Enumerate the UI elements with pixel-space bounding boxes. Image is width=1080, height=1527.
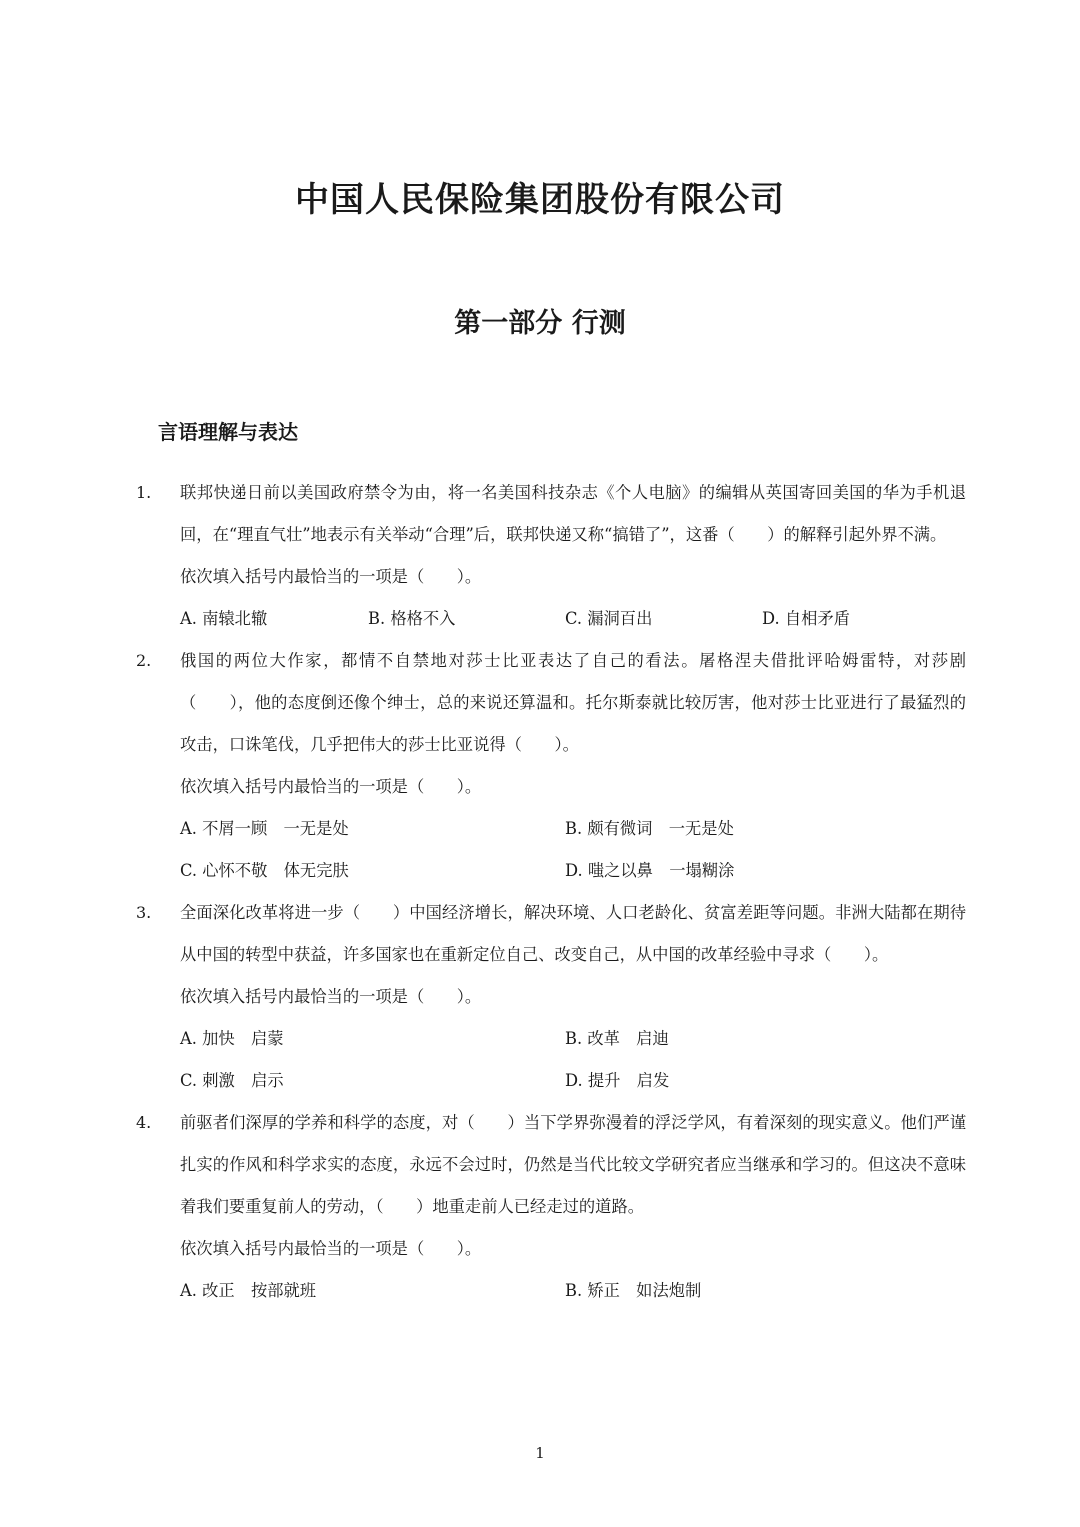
options-row	[180, 1060, 1080, 1102]
question-3	[0, 892, 1080, 1102]
question-prompt: 依次填入括号内最恰当的一项是（ ）。	[180, 777, 482, 796]
document-title: 中国人民保险集团股份有限公司	[295, 180, 785, 220]
option-b: B. 改革 启迪	[565, 1029, 669, 1048]
question-prompt: 依次填入括号内最恰当的一项是（ ）。	[180, 567, 482, 586]
part-title: 第一部分 行测	[454, 308, 626, 339]
question-4	[0, 1102, 1080, 1312]
question-text: 前驱者们深厚的学养和科学的态度，对（ ）当下学界弥漫着的浮泛学风，有着深刻的现实意义。他们严谨扎实的作风和科学求实的态度，永远不会过时，仍然是当代比较文学研究者应当继承和学习的。但这决不意味着我们要重复前人的劳动，（ ）地重走前人已经走过的道路。	[180, 1113, 966, 1216]
option-d: D. 提升 启发	[565, 1071, 670, 1090]
options-row	[180, 1270, 1080, 1312]
option-c: C. 心怀不敬 体无完肤	[180, 861, 349, 880]
question-number: 3.	[136, 903, 152, 922]
options-row	[180, 850, 1080, 892]
option-d: D. 嗤之以鼻 一塌糊涂	[565, 861, 735, 880]
option-c: C. 漏洞百出	[565, 609, 653, 628]
option-d: D. 自相矛盾	[762, 609, 850, 628]
question-2	[0, 640, 1080, 892]
options-row	[180, 808, 1080, 850]
option-a: A. 南辕北辙	[180, 609, 268, 628]
question-number: 1.	[136, 483, 152, 502]
option-b: B. 颇有微词 一无是处	[565, 819, 734, 838]
question-1	[0, 472, 1080, 640]
question-text: 俄国的两位大作家，都情不自禁地对莎士比亚表达了自己的看法。屠格涅夫借批评哈姆雷特，对莎剧（ ），他的态度倒还像个绅士，总的来说还算温和。托尔斯泰就比较厉害，他对莎士比亚进行了最猛烈的攻击，口诛笔伐，几乎把伟大的莎士比亚说得（ ）。	[180, 651, 966, 754]
option-b: B. 矫正 如法炮制	[565, 1281, 702, 1300]
option-a: A. 不屑一顾 一无是处	[180, 819, 349, 838]
question-number: 2.	[136, 651, 152, 670]
question-prompt: 依次填入括号内最恰当的一项是（ ）。	[180, 987, 482, 1006]
option-c: C. 刺激 启示	[180, 1071, 284, 1090]
option-a: A. 改正 按部就班	[180, 1281, 317, 1300]
question-number: 4.	[136, 1113, 152, 1132]
options-row	[180, 598, 1080, 640]
question-list	[0, 472, 1080, 1312]
options-row	[180, 1018, 1080, 1060]
question-prompt: 依次填入括号内最恰当的一项是（ ）。	[180, 1239, 482, 1258]
question-text: 全面深化改革将进一步（ ）中国经济增长，解决环境、人口老龄化、贫富差距等问题。非洲大陆都在期待从中国的转型中获益，许多国家也在重新定位自己、改变自己，从中国的改革经验中寻求（ ）。	[180, 903, 966, 964]
option-b: B. 格格不入	[368, 609, 456, 628]
option-a: A. 加快 启蒙	[180, 1029, 284, 1048]
page-number: 1	[535, 1444, 545, 1462]
section-title: 言语理解与表达	[158, 420, 298, 444]
question-text: 联邦快递日前以美国政府禁令为由，将一名美国科技杂志《个人电脑》的编辑从英国寄回美国的华为手机退回，在“理直气壮”地表示有关举动“合理”后，联邦快递又称“搞错了”，这番（ ）的解释引起外界不满。	[180, 483, 966, 544]
